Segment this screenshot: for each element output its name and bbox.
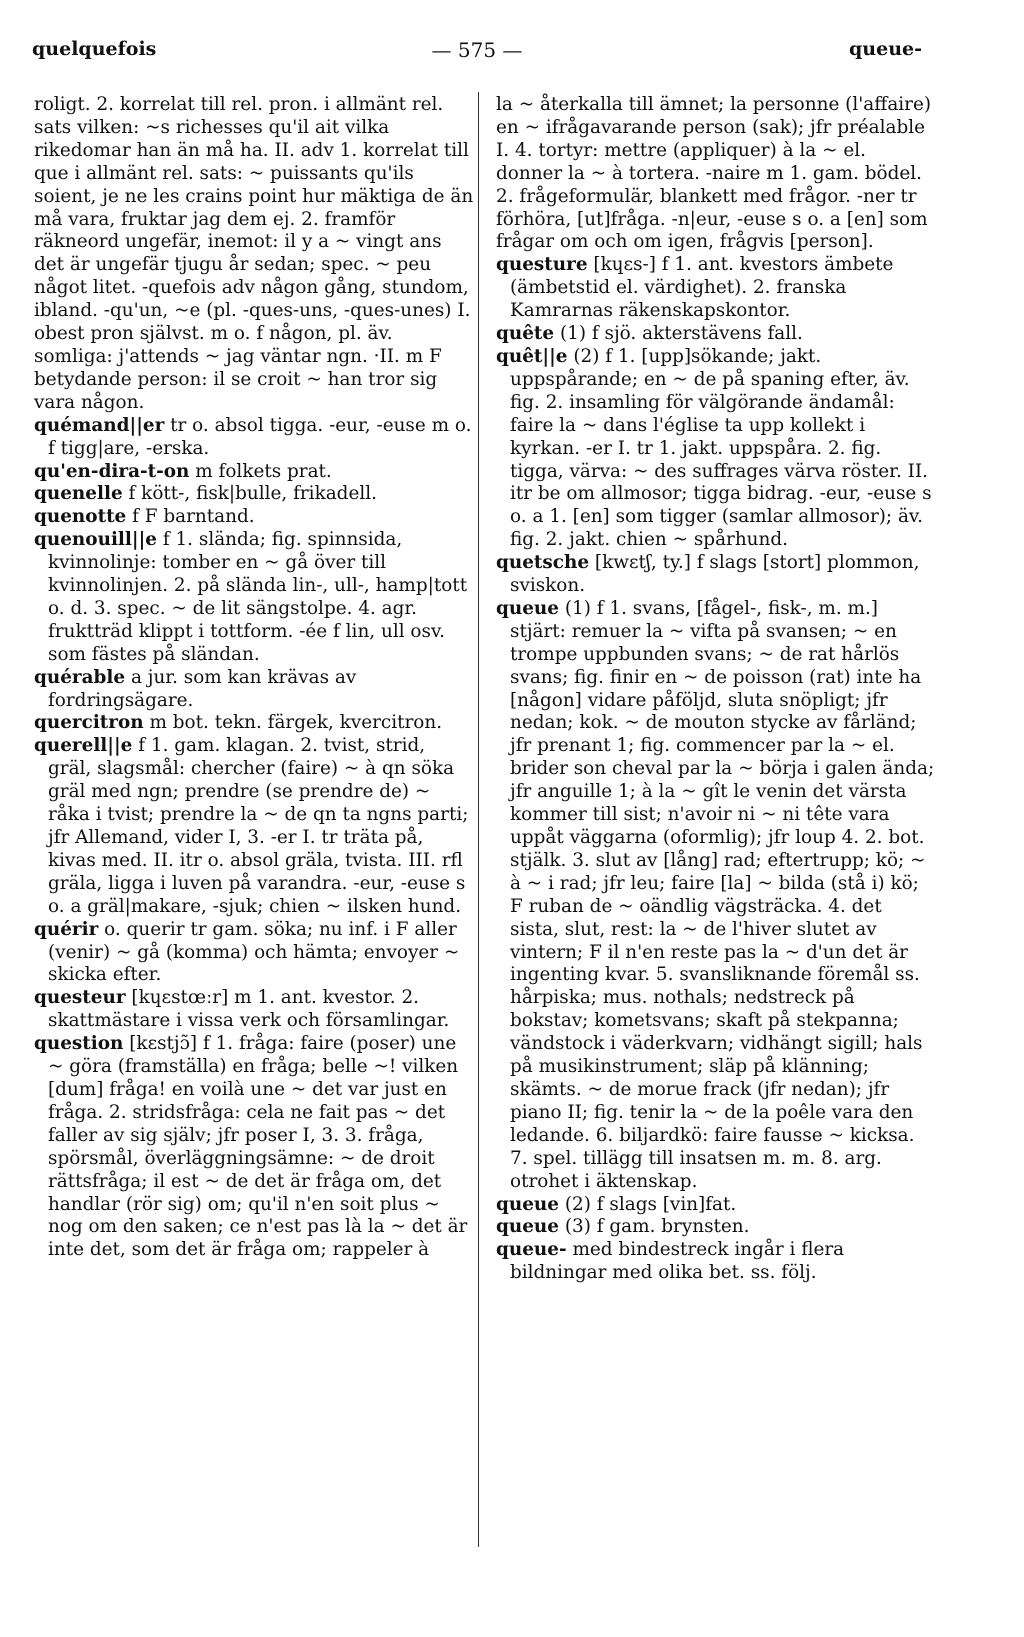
entry-text: tr o. absol tigga. -eur, -euse m o. f tigg|are, -erska.	[48, 414, 472, 459]
entry-text: [kwɛtʃ, ty.] f slags [stort] plommon, sviskon.	[510, 552, 920, 597]
dictionary-entry	[496, 346, 936, 552]
dictionary-entry	[34, 1033, 474, 1262]
entry-text: f kött-, fisk|bulle, frikadell.	[122, 483, 377, 505]
dictionary-entry	[496, 598, 936, 1194]
entry-text: [kɥɛstœːr] m 1. ant. kvestor. 2. skattmästare i vissa verk och församlingar.	[48, 987, 450, 1032]
dictionary-entry	[34, 529, 474, 666]
dictionary-entry	[496, 1216, 936, 1239]
entry-headword: quetsche	[496, 552, 590, 574]
dictionary-entry	[34, 987, 474, 1033]
entry-headword: quémand||er	[34, 414, 165, 436]
entry-headword: questure	[496, 254, 588, 276]
entry-headword: queue	[496, 1193, 560, 1215]
entry-headword: quenelle	[34, 483, 123, 505]
header-last-word: queue-	[849, 38, 922, 60]
entry-headword: querell||e	[34, 735, 133, 757]
entry-headword: qu'en-dira-t-on	[34, 460, 190, 482]
dictionary-entry	[34, 735, 474, 918]
entry-text: a jur. som kan krävas av fordringsägare.	[48, 666, 357, 711]
dictionary-entry	[496, 552, 936, 598]
entry-headword: quérable	[34, 666, 126, 688]
entry-text: (2) f 1. [upp]sökande; jakt. uppspårande; en ~ de på spaning efter, äv. fig. 2. insamling för välgörande ändamål: faire la ~ dans l'église ta upp kollekt i kyrkan. -er I. tr 1. jakt. uppspåra. 2. fig. tigga, värva: ~ des suffrages värva röster. II. itr be om allmosor; tigga bidrag. -eur, -euse s o. a 1. [en] som tigger (samlar allmosor); äv. fig. 2. jakt. chien ~ spårhund.	[510, 345, 932, 551]
dictionary-entry	[34, 461, 474, 484]
dictionary-entry	[496, 1239, 936, 1285]
entry-text: [kɥɛs-] f 1. ant. kvestors ämbete (ämbetstid el. värdighet). 2. franska Kamrarnas räkenskapskontor.	[510, 254, 894, 322]
dictionary-entry	[34, 506, 474, 529]
entry-text: m bot. tekn. färgek, kvercitron.	[143, 712, 443, 734]
entry-text: (3) f gam. brynsten.	[559, 1216, 750, 1238]
entry-headword: quenouill||e	[34, 529, 157, 551]
entry-headword: quérir	[34, 918, 99, 940]
entry-text: med bindestreck ingår i flera bildningar med olika bet. ss. följ.	[510, 1239, 845, 1284]
dictionary-entry	[496, 254, 936, 323]
entry-headword: queue-	[496, 1239, 567, 1261]
page-number: — 575 —	[431, 38, 523, 62]
header-first-word: quelquefois	[32, 38, 157, 60]
dictionary-entry	[34, 415, 474, 461]
entry-text: [kɛstjɔ̃] f 1. fråga: faire (poser) une ~ göra (framställa) en fråga; belle ~! vilken [dum] fråga! en voilà une ~ det var just en fråga. 2. stridsfråga: cela ne fait pas ~ det faller av sig själv; jfr poser I, 3. 3. fråga, spörsmål, överläggningsämne: ~ de droit rättsfråga; il est ~ de det är fråga om, det handlar (rör sig) om; qu'il n'en soit plus ~ nog om den saken; ce n'est pas là la ~ det är inte det, som det är fråga om; rappeler à	[48, 1033, 468, 1261]
dictionary-entry	[496, 94, 936, 254]
entry-text: m folkets prat.	[189, 460, 332, 482]
entry-headword: quêt||e	[496, 345, 568, 367]
entry-headword: quercitron	[34, 712, 144, 734]
entry-headword: queue	[496, 597, 560, 619]
entry-text: f 1. slända; fig. spinnsida, kvinnolinje: tomber en ~ gå över till kvinnolinjen. 2. på slända lin-, ull-, hamp|tott o. d. 3. spec. ~ de lit sängstolpe. 4. agr. fruktträd klippt i tottform. -ée f lin, ull osv. som fästes på sländan.	[48, 529, 468, 665]
dictionary-entry	[496, 323, 936, 346]
entry-headword: quête	[496, 323, 555, 345]
entry-headword: queue	[496, 1216, 560, 1238]
entry-text: (1) f sjö. akterstävens fall.	[554, 323, 803, 345]
left-column	[34, 94, 474, 1262]
entry-text: roligt. 2. korrelat till rel. pron. i allmänt rel. sats vilken: ~s richesses qu'il ait vilka rikedomar han än må ha. II. adv 1. korrelat till que i allmänt rel. sats: ~ puissants qu'ils soient, je ne les crains point hur mäktiga de än må vara, fruktar jag dem ej. 2. framför räkneord ungefär, inemot: il y a ~ vingt ans det är ungefär tjugu år sedan; spec. ~ peu något litet. -quefois adv någon gång, stundom, ibland. -qu'un, ~e (pl. -ques-uns, -ques-unes) I. obest pron självst. m o. f någon, pl. äv. somliga: j'attends ~ jag väntar ngn. ·II. m F betydande person: il se croit ~ han tror sig vara någon.	[34, 94, 474, 413]
entry-text: (1) f 1. svans, [fågel-, fisk-, m. m.] stjärt: remuer la ~ vifta på svansen; ~ en trompe uppbunden svans; ~ de rat hårlös svans; fig. finir en ~ de poisson (rat) inte ha [någon] vidare påföljd, sluta snöpligt; jfr nedan; kok. ~ de mouton stycke av fårländ; jfr prenant 1; fig. commencer par la ~ el. brider son cheval par la ~ börja i galen ända; jfr anguille 1; à la ~ gît le venin det värsta kommer till sist; n'avoir ni ~ ni tête vara uppåt väggarna (oformlig); jfr loup 4. 2. bot. stjälk. 3. slut av [lång] rad; eftertrupp; kö; ~ à ~ i rad; jfr leu; faire [la] ~ bilda (stå i) kö; F ruban de ~ oändlig vägsträcka. 4. det sista, slut, rest: la ~ de l'hiver slutet av vintern; F il n'en reste pas la ~ d'un det är ingenting kvar. 5. svansliknande föremål ss. hårpiska; mus. nothals; nedstreck på bokstav; kometsvans; skaft på stekpanna; vändstock i väderkvarn; vidhängt sigill; hals på musikinstrument; släp på klänning; skämts. ~ de morue frack (jfr nedan); jfr piano II; fig. tenir la ~ de la poêle vara den ledande. 6. biljardkö: faire fausse ~ kicksa. 7. spel. tillägg till insatsen m. m. 8. arg. otrohet i äktenskap.	[510, 597, 935, 1192]
dictionary-entry	[34, 919, 474, 988]
dictionary-entry	[34, 667, 474, 713]
entry-text: f 1. gam. klagan. 2. tvist, strid, gräl, slagsmål: chercher (faire) ~ à qn söka gräl med ngn; prendre (se prendre de) ~ råka i tvist; prendre la ~ de qn ta ngns parti; jfr Allemand, vider I, 3. -er I. tr träta på, kivas med. II. itr o. absol gräla, tvista. III. rfl gräla, ligga i luven på varandra. -eur, -euse s o. a gräl|makare, -sjuk; chien ~ ilsken hund.	[48, 735, 469, 917]
dictionary-entry	[496, 1194, 936, 1217]
dictionary-entry	[34, 712, 474, 735]
right-column	[496, 94, 936, 1285]
entry-text: f F barntand.	[126, 506, 255, 528]
dictionary-entry	[34, 483, 474, 506]
entry-headword: quenotte	[34, 506, 127, 528]
column-divider	[478, 92, 479, 1547]
entry-text: (2) f slags [vin]fat.	[559, 1193, 737, 1215]
entry-text: o. querir tr gam. söka; nu inf. i F aller (venir) ~ gå (komma) och hämta; envoyer ~ skicka efter.	[48, 918, 460, 986]
entry-headword: question	[34, 1033, 124, 1055]
entry-text: la ~ återkalla till ämnet; la personne (l'affaire) en ~ ifrågavarande person (sak); jfr préalable I. 4. tortyr: mettre (appliquer) à la ~ el. donner la ~ à tortera. -naire m 1. gam. bödel. 2. frågeformulär, blankett med frågor. -ner tr förhöra, [ut]fråga. -n|eur, -euse s o. a [en] som frågar om och om igen, frågvis [person].	[496, 94, 932, 253]
dictionary-entry	[34, 94, 474, 415]
entry-headword: questeur	[34, 987, 126, 1009]
page-header	[32, 38, 922, 68]
